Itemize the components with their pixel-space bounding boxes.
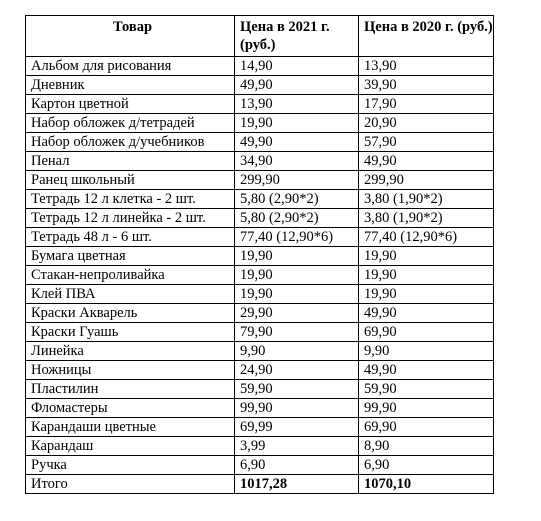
- item-cell: Карандаш: [26, 437, 235, 456]
- table-row: [26, 342, 494, 361]
- total-price-2021: 1017,28: [235, 475, 359, 494]
- price-2020-cell: 57,90: [359, 133, 494, 152]
- item-cell: Клей ПВА: [26, 285, 235, 304]
- price-2020-cell: 6,90: [359, 456, 494, 475]
- price-2021-cell: 14,90: [235, 57, 359, 76]
- price-2021-cell: 79,90: [235, 323, 359, 342]
- item-cell: Краски Гуашь: [26, 323, 235, 342]
- item-cell: Набор обложек д/тетрадей: [26, 114, 235, 133]
- item-cell: Ножницы: [26, 361, 235, 380]
- price-2021-cell: 59,90: [235, 380, 359, 399]
- price-2020-cell: 69,90: [359, 418, 494, 437]
- table-row: [26, 76, 494, 95]
- table-row: [26, 418, 494, 437]
- price-2021-cell: 6,90: [235, 456, 359, 475]
- price-2020-cell: 299,90: [359, 171, 494, 190]
- price-2020-cell: 19,90: [359, 266, 494, 285]
- price-2020-cell: 39,90: [359, 76, 494, 95]
- item-cell: Набор обложек д/учебников: [26, 133, 235, 152]
- table-row: [26, 304, 494, 323]
- table-row: [26, 323, 494, 342]
- total-row: [26, 475, 494, 494]
- price-2021-cell: 19,90: [235, 266, 359, 285]
- price-table: [25, 15, 494, 494]
- item-cell: Картон цветной: [26, 95, 235, 114]
- table-row: [26, 285, 494, 304]
- price-2021-cell: 99,90: [235, 399, 359, 418]
- price-2020-cell: 8,90: [359, 437, 494, 456]
- item-cell: Стакан-непроливайка: [26, 266, 235, 285]
- price-2021-cell: 299,90: [235, 171, 359, 190]
- price-2021-cell: 3,99: [235, 437, 359, 456]
- table-row: [26, 114, 494, 133]
- price-2021-cell: 24,90: [235, 361, 359, 380]
- price-2020-cell: 69,90: [359, 323, 494, 342]
- item-cell: Фломастеры: [26, 399, 235, 418]
- table-row: [26, 171, 494, 190]
- price-2020-cell: 49,90: [359, 304, 494, 323]
- item-cell: Ранец школьный: [26, 171, 235, 190]
- price-2021-cell: 29,90: [235, 304, 359, 323]
- item-cell: Дневник: [26, 76, 235, 95]
- item-cell: Альбом для рисования: [26, 57, 235, 76]
- price-2021-cell: 49,90: [235, 76, 359, 95]
- price-2020-cell: 17,90: [359, 95, 494, 114]
- header-item: Товар: [26, 16, 235, 57]
- header-price-2020: Цена в 2020 г. (руб.): [359, 16, 494, 57]
- table-row: [26, 266, 494, 285]
- item-cell: Карандаши цветные: [26, 418, 235, 437]
- price-2020-cell: 20,90: [359, 114, 494, 133]
- item-cell: Пластилин: [26, 380, 235, 399]
- item-cell: Пенал: [26, 152, 235, 171]
- header-price-2021: Цена в 2021 г. (руб.): [235, 16, 359, 57]
- price-2020-cell: 77,40 (12,90*6): [359, 228, 494, 247]
- table-row: [26, 152, 494, 171]
- table-row: [26, 437, 494, 456]
- price-2020-cell: 49,90: [359, 152, 494, 171]
- item-cell: Линейка: [26, 342, 235, 361]
- item-cell: Тетрадь 48 л - 6 шт.: [26, 228, 235, 247]
- table-row: [26, 95, 494, 114]
- price-2021-cell: 9,90: [235, 342, 359, 361]
- price-2020-cell: 3,80 (1,90*2): [359, 190, 494, 209]
- price-2021-cell: 19,90: [235, 285, 359, 304]
- price-2020-cell: 19,90: [359, 285, 494, 304]
- total-label: Итого: [26, 475, 235, 494]
- price-2021-cell: 5,80 (2,90*2): [235, 190, 359, 209]
- price-2021-cell: 49,90: [235, 133, 359, 152]
- price-2020-cell: 49,90: [359, 361, 494, 380]
- price-2021-cell: 5,80 (2,90*2): [235, 209, 359, 228]
- price-2021-cell: 19,90: [235, 114, 359, 133]
- price-2021-cell: 19,90: [235, 247, 359, 266]
- table-row: [26, 361, 494, 380]
- item-cell: Тетрадь 12 л клетка - 2 шт.: [26, 190, 235, 209]
- price-2021-cell: 77,40 (12,90*6): [235, 228, 359, 247]
- price-2021-cell: 34,90: [235, 152, 359, 171]
- price-2020-cell: 9,90: [359, 342, 494, 361]
- price-2020-cell: 3,80 (1,90*2): [359, 209, 494, 228]
- table-row: [26, 209, 494, 228]
- table-row: [26, 190, 494, 209]
- item-cell: Тетрадь 12 л линейка - 2 шт.: [26, 209, 235, 228]
- price-2020-cell: 59,90: [359, 380, 494, 399]
- price-2021-cell: 13,90: [235, 95, 359, 114]
- item-cell: Бумага цветная: [26, 247, 235, 266]
- price-table-container: [25, 15, 494, 494]
- header-row: [26, 16, 494, 57]
- table-body: [26, 57, 494, 475]
- table-row: [26, 57, 494, 76]
- total-price-2020: 1070,10: [359, 475, 494, 494]
- item-cell: Ручка: [26, 456, 235, 475]
- price-2020-cell: 13,90: [359, 57, 494, 76]
- price-2021-cell: 69,99: [235, 418, 359, 437]
- item-cell: Краски Акварель: [26, 304, 235, 323]
- table-row: [26, 133, 494, 152]
- table-row: [26, 456, 494, 475]
- table-row: [26, 247, 494, 266]
- price-2020-cell: 19,90: [359, 247, 494, 266]
- price-2020-cell: 99,90: [359, 399, 494, 418]
- table-row: [26, 228, 494, 247]
- table-row: [26, 399, 494, 418]
- table-row: [26, 380, 494, 399]
